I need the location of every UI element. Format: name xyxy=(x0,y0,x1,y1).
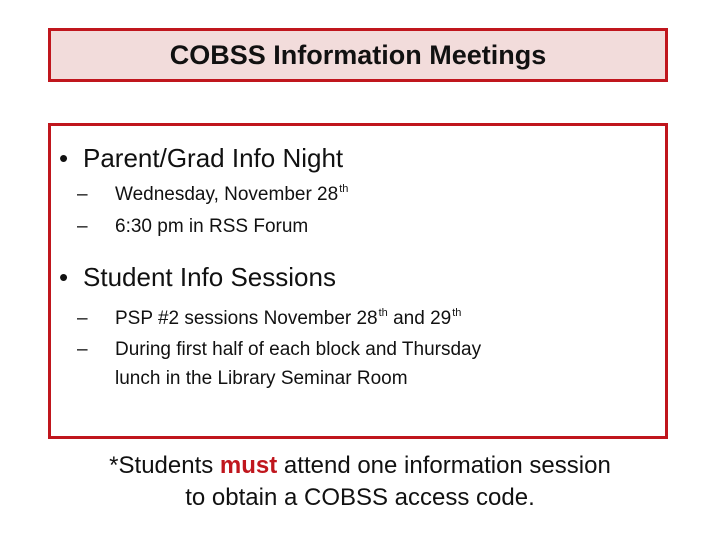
sub-dash: – xyxy=(77,184,88,205)
sub-item-time-location xyxy=(77,216,308,238)
info-panel xyxy=(48,123,668,439)
sub-item-text: lunch in the Library Seminar Room xyxy=(115,368,408,389)
sub-item-session-times-continued xyxy=(115,368,408,390)
ordinal-suffix: th xyxy=(452,307,462,319)
emphasis-must: must xyxy=(219,452,278,479)
footer-text: attend one information session xyxy=(277,452,611,479)
title-banner xyxy=(48,28,668,82)
sub-item-text: 6:30 pm in RSS Forum xyxy=(115,216,309,237)
sub-item-session-times xyxy=(77,339,481,361)
footer-line-1 xyxy=(60,450,660,482)
bullet-dot: • xyxy=(59,262,69,292)
sub-item-text: During first half of each block and Thursday xyxy=(115,339,482,360)
sub-dash: – xyxy=(77,216,88,237)
bullet-label: Parent/Grad Info Night xyxy=(83,143,344,173)
sub-dash: – xyxy=(77,339,88,360)
sub-item-text: Wednesday, November 28 xyxy=(115,184,339,205)
footer-note xyxy=(60,450,660,514)
footer-text: *Students xyxy=(109,452,220,479)
page-title: COBSS Information Meetings xyxy=(169,39,547,70)
footer-line-2: to obtain a COBSS access code. xyxy=(185,484,535,511)
sub-item-text: PSP #2 sessions November 28 xyxy=(115,308,378,329)
sub-dash: – xyxy=(77,308,88,329)
sub-item-sessions-dates xyxy=(77,307,461,330)
sub-item-date xyxy=(77,183,348,206)
sub-item-text-continued: and 29 xyxy=(387,308,452,329)
bullet-label: Student Info Sessions xyxy=(83,262,336,292)
bullet-parent-grad-info-night xyxy=(59,143,343,174)
bullet-dot: • xyxy=(59,143,69,173)
ordinal-suffix: th xyxy=(378,307,388,319)
ordinal-suffix: th xyxy=(339,183,349,195)
bullet-student-info-sessions xyxy=(59,262,336,293)
